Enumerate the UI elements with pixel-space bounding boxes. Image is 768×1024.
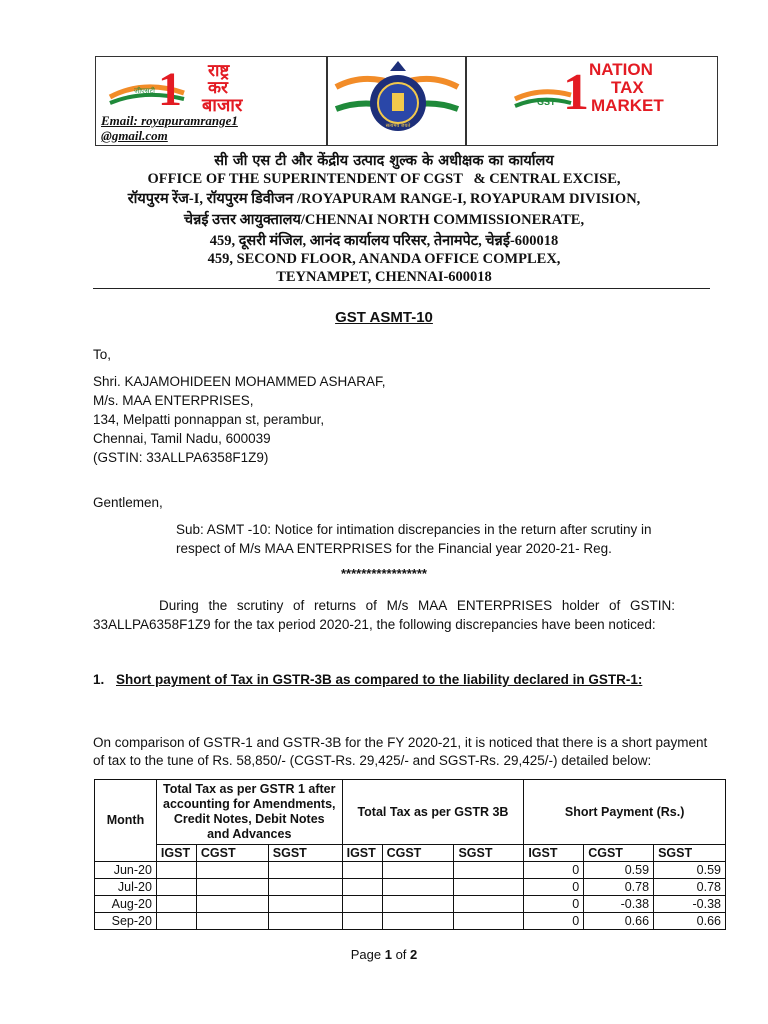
table-row bbox=[95, 896, 726, 913]
to-label: To, bbox=[93, 347, 112, 362]
recipient-name: Shri. KAJAMOHIDEEN MOHAMMED ASHARAF, bbox=[93, 374, 386, 389]
subject-line2: respect of M/s MAA ENTERPRISES for the Financial year 2020-21- Reg. bbox=[176, 541, 612, 556]
office-address-line2: TEYNAMPET, CHENNAI-600018 bbox=[276, 269, 492, 285]
logo-right-line1: NATION bbox=[589, 60, 653, 79]
intro-word: holder bbox=[561, 598, 600, 613]
logo-box-right bbox=[466, 56, 718, 146]
gstr1-header: Total Tax as per GSTR 1 after accounting for Amendments, Credit Notes, Debit Notes and Advances bbox=[156, 780, 342, 845]
intro-word: returns bbox=[313, 598, 356, 613]
intro-word: During bbox=[159, 598, 199, 613]
header-divider bbox=[93, 288, 710, 289]
table-cell: 0.78 bbox=[584, 879, 654, 896]
logo-left-line1: राष्ट्र bbox=[208, 61, 230, 81]
office-address-line1: 459, SECOND FLOOR, ANANDA OFFICE COMPLEX, bbox=[207, 251, 561, 267]
page-middle: of bbox=[391, 947, 411, 962]
logo-right-line3: MARKET bbox=[591, 96, 664, 115]
table-cell bbox=[268, 896, 342, 913]
table-cell: 0.66 bbox=[584, 913, 654, 930]
intro-word: ENTERPRISES bbox=[456, 598, 553, 613]
recipient-street: 134, Melpatti ponnappan st, perambur, bbox=[93, 412, 325, 427]
subheader: CGST bbox=[584, 845, 654, 862]
nation-tax-market-logo bbox=[511, 59, 711, 119]
point1-heading: Short payment of Tax in GSTR-3B as compared to the liability declared in GSTR-1: bbox=[116, 672, 643, 687]
office-hindi-title: सी जी एस टी और केंद्रीय उत्पाद शुल्क के अधीक्षक का कार्यालय bbox=[214, 153, 554, 169]
subheader: CGST bbox=[382, 845, 454, 862]
table-cell bbox=[382, 862, 454, 879]
page-total: 2 bbox=[410, 947, 418, 962]
discrepancy-table bbox=[94, 779, 726, 930]
table-row bbox=[95, 913, 726, 930]
table-cell: -0.38 bbox=[584, 896, 654, 913]
logo-left-small: जीएसटी bbox=[134, 87, 155, 95]
form-title: GST ASMT-10 bbox=[335, 309, 433, 326]
subheader: IGST bbox=[156, 845, 196, 862]
table-cell bbox=[382, 879, 454, 896]
rashtra-kar-bazaar-logo bbox=[104, 59, 314, 113]
table-cell bbox=[156, 879, 196, 896]
intro-word: of bbox=[609, 598, 621, 613]
table-cell bbox=[454, 879, 524, 896]
subheader: IGST bbox=[342, 845, 382, 862]
table-cell bbox=[156, 896, 196, 913]
table-cell bbox=[342, 862, 382, 879]
logo-right-gst: GST bbox=[537, 97, 556, 107]
page-number bbox=[0, 947, 768, 962]
table-cell bbox=[342, 879, 382, 896]
email-line1: Email: royapuramrange1 bbox=[101, 113, 238, 128]
intro-line2: 33ALLPA6358F1Z9 for the tax period 2020-21, the following discrepancies have been noticed: bbox=[93, 617, 656, 632]
table-cell bbox=[454, 862, 524, 879]
subheader: CGST bbox=[196, 845, 268, 862]
cbic-emblem-logo bbox=[332, 59, 462, 143]
table-cell bbox=[382, 896, 454, 913]
logo-right-line2: TAX bbox=[611, 78, 644, 97]
table-cell bbox=[156, 862, 196, 879]
month-cell: Sep-20 bbox=[95, 913, 157, 930]
subheader: SGST bbox=[654, 845, 726, 862]
recipient-city: Chennai, Tamil Nadu, 600039 bbox=[93, 431, 271, 446]
short-payment-header: Short Payment (Rs.) bbox=[524, 780, 726, 845]
subject-line1: Sub: ASMT -10: Notice for intimation discrepancies in the return after scrutiny in bbox=[176, 522, 652, 537]
month-header: Month bbox=[95, 780, 157, 862]
month-cell: Aug-20 bbox=[95, 896, 157, 913]
office-range-line: रॉयपुरम रेंज-I, रॉयपुरम डिवीजन /ROYAPURAM RANGE-I, ROYAPURAM DIVISION, bbox=[127, 191, 641, 207]
intro-word: of bbox=[365, 598, 377, 613]
table-cell: 0 bbox=[524, 862, 584, 879]
table-cell: 0.59 bbox=[654, 862, 726, 879]
intro-word: M/s bbox=[386, 598, 409, 613]
table-header-row bbox=[95, 780, 726, 845]
table-cell bbox=[454, 896, 524, 913]
subheader: SGST bbox=[454, 845, 524, 862]
point1-number: 1. bbox=[93, 672, 105, 687]
table-cell: 0 bbox=[524, 896, 584, 913]
intro-line1 bbox=[159, 596, 675, 615]
separator-stars: ***************** bbox=[340, 566, 427, 581]
logo-box-center bbox=[327, 56, 466, 146]
table-row bbox=[95, 879, 726, 896]
table-cell: -0.38 bbox=[654, 896, 726, 913]
table-cell bbox=[196, 862, 268, 879]
recipient-firm: M/s. MAA ENTERPRISES, bbox=[93, 393, 254, 408]
emblem-motto: सत्यमेव जयते bbox=[385, 123, 411, 129]
table-cell bbox=[382, 913, 454, 930]
email-line2: @gmail.com bbox=[101, 128, 168, 143]
intro-word: of bbox=[293, 598, 305, 613]
table-cell bbox=[196, 913, 268, 930]
logo-left-number: 1 bbox=[158, 63, 182, 113]
subheader: SGST bbox=[268, 845, 342, 862]
office-english-title: OFFICE OF THE SUPERINTENDENT OF CGST & CENTRAL EXCISE, bbox=[147, 171, 621, 187]
intro-word: MAA bbox=[417, 598, 448, 613]
table-cell: 0.66 bbox=[654, 913, 726, 930]
gstr3b-header: Total Tax as per GSTR 3B bbox=[342, 780, 524, 845]
logo-right-number: 1 bbox=[563, 64, 589, 119]
table-cell: 0 bbox=[524, 879, 584, 896]
table-cell bbox=[196, 896, 268, 913]
page-current: 1 bbox=[384, 947, 392, 962]
page-prefix: Page bbox=[350, 947, 385, 962]
table-row bbox=[95, 862, 726, 879]
office-commissionerate-line: चेन्नई उत्तर आयुक्तालय/CHENNAI NORTH COMMISSIONERATE, bbox=[183, 212, 585, 228]
intro-word: scrutiny bbox=[236, 598, 284, 613]
office-hindi-address: 459, दूसरी मंजिल, आनंद कार्यालय परिसर, तेनामपेट, चेन्नई-600018 bbox=[209, 233, 559, 249]
intro-word: the bbox=[208, 598, 228, 613]
logo-left-line2: कर bbox=[208, 78, 229, 98]
table-cell bbox=[454, 913, 524, 930]
table-cell: 0 bbox=[524, 913, 584, 930]
salutation: Gentlemen, bbox=[93, 495, 163, 510]
logo-box-left bbox=[95, 56, 327, 146]
intro-word: GSTIN: bbox=[629, 598, 675, 613]
comparison-line2: of tax to the tune of Rs. 58,850/- (CGST-Rs. 29,425/- and SGST-Rs. 29,425/-) detailed below: bbox=[93, 753, 652, 768]
table-cell bbox=[342, 913, 382, 930]
table-cell: 0.59 bbox=[584, 862, 654, 879]
table-cell bbox=[268, 862, 342, 879]
table-subheader-row bbox=[95, 845, 726, 862]
table-cell bbox=[342, 896, 382, 913]
subheader: IGST bbox=[524, 845, 584, 862]
month-cell: Jul-20 bbox=[95, 879, 157, 896]
logo-left-line3: बाजार bbox=[202, 95, 243, 113]
table-cell bbox=[268, 879, 342, 896]
month-cell: Jun-20 bbox=[95, 862, 157, 879]
table-cell bbox=[196, 879, 268, 896]
table-cell bbox=[268, 913, 342, 930]
table-cell: 0.78 bbox=[654, 879, 726, 896]
recipient-gstin: (GSTIN: 33ALLPA6358F1Z9) bbox=[93, 450, 269, 465]
table-cell bbox=[156, 913, 196, 930]
comparison-line1: On comparison of GSTR-1 and GSTR-3B for the FY 2020-21, it is noticed that there is a short payment bbox=[93, 735, 708, 750]
